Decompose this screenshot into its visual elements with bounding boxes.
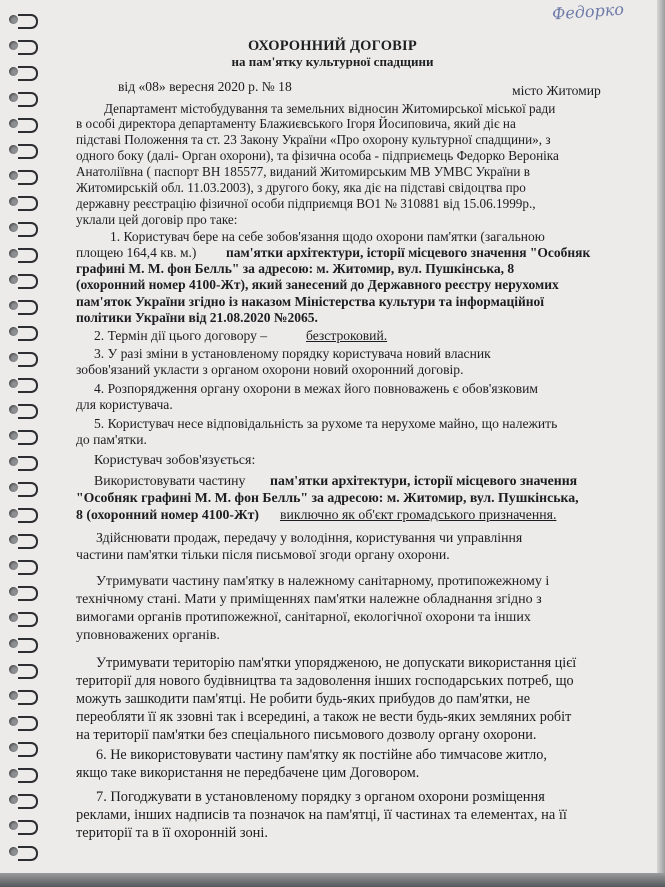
- binding-hole: [9, 457, 18, 466]
- text-line: уклали цей договір про таке:: [76, 212, 238, 227]
- binding-hole: [9, 353, 18, 362]
- binding-hole: [9, 93, 18, 102]
- binding-hole: [9, 691, 18, 700]
- text-line: можуть зашкодити пам'ятці. Не робити будь-яких прибудов до пам'ятки, не: [76, 691, 531, 707]
- binding-hole: [9, 821, 18, 830]
- text-line: до пам'ятки.: [76, 432, 147, 447]
- contract-date: від «08» вересня 2020 р. № 18: [118, 79, 292, 94]
- binding-ring: [18, 144, 38, 159]
- binding-ring: [18, 92, 38, 107]
- text-line: Житомирській обл. 11.03.2003), з другого боку, яка діє на підставі свідоцтва про: [76, 180, 526, 195]
- text-line: Використовувати частину: [94, 473, 246, 488]
- binding-hole: [9, 379, 18, 388]
- contract-city: місто Житомир: [512, 83, 601, 98]
- binding-hole: [9, 171, 18, 180]
- binding-hole: [9, 639, 18, 648]
- binding-ring: [18, 846, 38, 861]
- text-line: Департамент містобудування та земельних відносин Житомирської міської ради: [104, 101, 556, 116]
- text-line-bold: 8 (охоронний номер 4100-Жт): [76, 507, 260, 522]
- binding-hole: [9, 743, 18, 752]
- binding-hole: [9, 197, 18, 206]
- text-line: 4. Розпорядження органу охорони в межах його повноважень є обов'язковим: [94, 381, 538, 396]
- text-line: 3. У разі зміни в установленому порядку користувача новий власник: [94, 346, 491, 361]
- text-line-bold: пам'ятки архітектури, історії місцевого значення "Особняк: [226, 245, 591, 260]
- binding-ring: [18, 118, 38, 133]
- handwritten-signature: Федорко: [551, 0, 625, 24]
- text-line: для користувача.: [76, 397, 173, 412]
- binding-ring: [18, 274, 38, 289]
- text-line: вимогами органів протипожежної, санітарної, екологічної охорони та інших: [76, 610, 531, 625]
- binding-hole: [9, 275, 18, 284]
- binding-hole: [9, 535, 18, 544]
- binding-hole: [9, 249, 18, 258]
- text-line: на території пам'ятки без спеціального письмового дозволу органу охорони.: [76, 727, 537, 743]
- text-line: одного боку (далі- Орган охорони), та фізична особа - підприємець Федорко Вероніка: [76, 148, 559, 163]
- binding-hole: [9, 847, 18, 856]
- binding-ring: [18, 560, 38, 575]
- document-subtitle: на пам'ятку культурної спадщини: [231, 54, 434, 69]
- text-line: території та в її охоронній зоні.: [76, 825, 268, 841]
- text-line-bold: пам'ятки архітектури, історії місцевого значення: [270, 473, 578, 488]
- text-line: 1. Користувач бере на себе зобов'язання щодо охорони пам'ятки (загальною: [110, 229, 545, 244]
- binding-hole: [9, 717, 18, 726]
- binding-hole: [9, 613, 18, 622]
- text-line: території для нового будівництва та задоволення інших господарських потреб, що: [76, 673, 574, 689]
- binding-ring: [18, 456, 38, 471]
- page-edge-shadow: [657, 0, 665, 887]
- binding-ring: [18, 742, 38, 757]
- binding-ring: [18, 430, 38, 445]
- binding-ring: [18, 300, 38, 315]
- text-line: Анатоліївна ( паспорт ВН 185577, виданий Житомирським МВ УМВС України в: [76, 164, 530, 179]
- text-line: 7. Погоджувати в установленому порядку з органом охорони розміщення: [96, 789, 545, 805]
- text-line-underlined: виключно як об'єкт громадського призначення.: [280, 507, 557, 522]
- binding-hole: [9, 665, 18, 674]
- binding-ring: [18, 222, 38, 237]
- text-line-bold: "Особняк графині М. М. фон Белль" за адресою: м. Житомир, вул. Пушкінська,: [76, 490, 579, 505]
- text-line: зобов'язаний укласти з органом охорони новий охоронний договір.: [76, 362, 464, 377]
- text-line: переобляти її як ззовні так і всередині, а також не вести будь-яких земляних робіт: [76, 709, 572, 725]
- binding-ring: [18, 14, 38, 29]
- binding-hole: [9, 327, 18, 336]
- binding-ring: [18, 352, 38, 367]
- text-line: Здійснювати продаж, передачу у володіння, користування чи управління: [96, 530, 523, 545]
- text-line: площею 164,4 кв. м.): [76, 245, 197, 260]
- text-line: 6. Не використовувати частину пам'ятку як постійне або тимчасове житло,: [96, 747, 547, 763]
- text-line: Утримувати територію пам'ятки упорядженою, не допускати використання цієї: [96, 655, 577, 671]
- binding-ring: [18, 768, 38, 783]
- binding-ring: [18, 612, 38, 627]
- text-line: технічному стані. Мати у приміщеннях пам'ятки належне обладнання згідно з: [76, 592, 542, 607]
- text-line: частини пам'ятки тільки після письмової згоди органу охорони.: [76, 547, 450, 562]
- binding-ring: [18, 586, 38, 601]
- text-line-bold: графині М. М. фон Белль" за адресою: м. Житомир, вул. Пушкінська, 8: [76, 261, 515, 276]
- binding-hole: [9, 223, 18, 232]
- text-line-bold: пам'яток України згідно із наказом Міністерства культури та інформаційної: [76, 294, 545, 309]
- binding-ring: [18, 378, 38, 393]
- text-line: підставі Положення та ст. 23 Закону України «Про охорону культурної спадщини», з: [76, 132, 551, 147]
- text-line: Утримувати частину пам'ятку в належному санітарному, протипожежному і: [96, 574, 550, 589]
- binding-hole: [9, 769, 18, 778]
- binding-hole: [9, 119, 18, 128]
- text-line-bold: політики України від 21.08.2020 №2065.: [76, 310, 318, 325]
- document-title: ОХОРОННИЙ ДОГОВІР: [248, 38, 417, 54]
- binding-ring: [18, 716, 38, 731]
- binding-hole: [9, 509, 18, 518]
- binding-ring: [18, 664, 38, 679]
- spiral-binding: [0, 0, 40, 887]
- text-line: 2. Термін дії цього договору –: [94, 328, 268, 343]
- binding-hole: [9, 431, 18, 440]
- binding-hole: [9, 795, 18, 804]
- text-line-bold: (охоронний номер 4100-Жт), який занесений до Державного реєстру нерухомих: [76, 277, 559, 292]
- binding-hole: [9, 587, 18, 596]
- binding-ring: [18, 196, 38, 211]
- binding-hole: [9, 405, 18, 414]
- binding-ring: [18, 482, 38, 497]
- binding-ring: [18, 690, 38, 705]
- binding-hole: [9, 15, 18, 24]
- binding-ring: [18, 794, 38, 809]
- binding-ring: [18, 534, 38, 549]
- binding-hole: [9, 145, 18, 154]
- text-line: Користувач зобов'язується:: [94, 453, 256, 468]
- text-line: 5. Користувач несе відповідальність за рухоме та нерухоме майно, що належить: [94, 416, 558, 431]
- binding-ring: [18, 248, 38, 263]
- binding-ring: [18, 170, 38, 185]
- binding-ring: [18, 508, 38, 523]
- page-bottom-edge: [0, 873, 665, 887]
- binding-ring: [18, 404, 38, 419]
- binding-ring: [18, 638, 38, 653]
- text-line: реклами, інших надписів та позначок на пам'ятці, її частинах та елементах, на її: [76, 807, 567, 823]
- text-line: державну реєстрацію фізичної особи підприємця ВО1 № 310881 від 15.06.1999р.,: [76, 196, 536, 211]
- binding-ring: [18, 820, 38, 835]
- text-line: уповноважених органів.: [76, 628, 220, 643]
- text-line-underlined: безстроковий.: [306, 328, 388, 343]
- binding-hole: [9, 483, 18, 492]
- binding-hole: [9, 561, 18, 570]
- text-line: якщо таке використання не передбачене цим Договором.: [76, 765, 420, 781]
- text-line: в особі директора департаменту Блажиєвського Ігоря Йосиповича, який діє на: [76, 116, 516, 131]
- binding-ring: [18, 326, 38, 341]
- binding-hole: [9, 301, 18, 310]
